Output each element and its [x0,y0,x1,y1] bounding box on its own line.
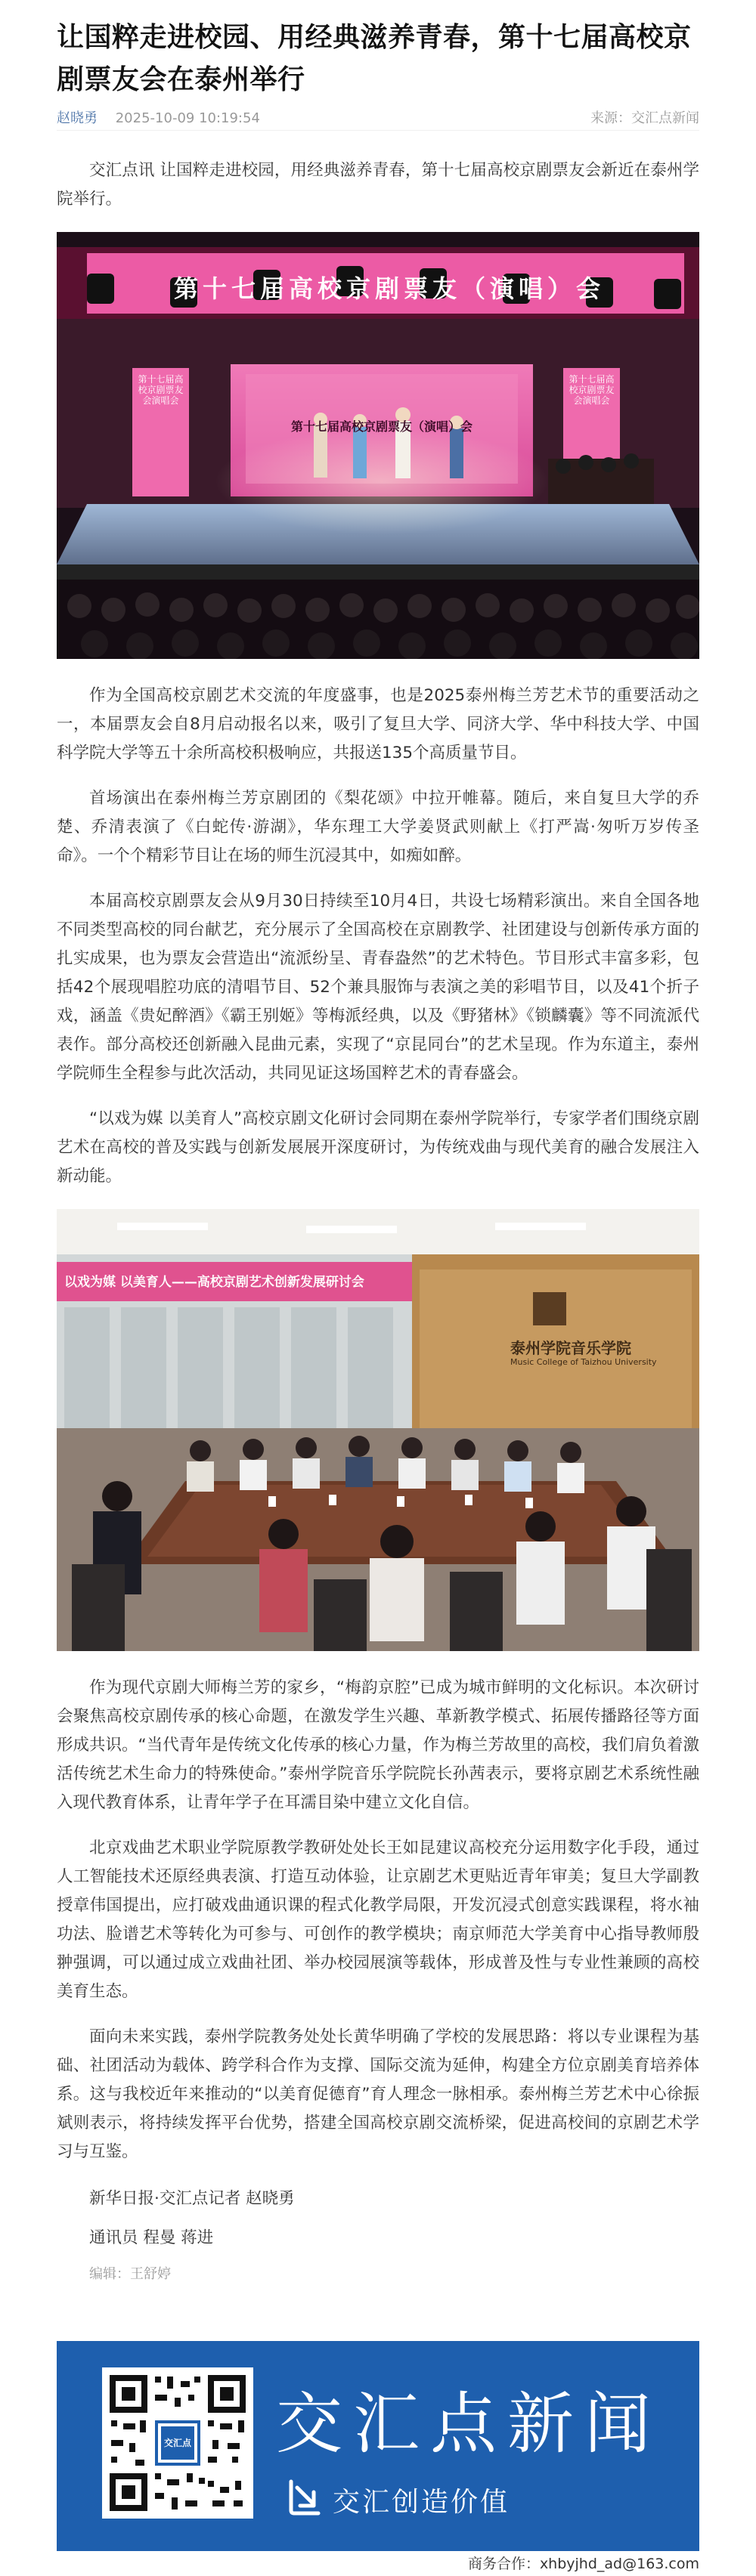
stage-performance-photo [57,232,699,659]
stage-side-left-text: 第十七届高校京剧票友会演唱会 [138,374,184,406]
qr-code-icon [102,2367,253,2519]
brand-banner[interactable] [57,2341,699,2551]
wall-name-cn: 泰州学院音乐学院 [510,1339,631,1357]
article-source: 来源：交汇点新闻 [590,110,699,126]
paragraph: 本届高校京剧票友会从9月30日持续至10月4日，共设七场精彩演出。来自全国各地不同类型高校的同台献艺，充分展示了全国高校在京剧教学、社团建设与创新传承方面的扎实成果，也为票友会营造出“流派纷呈、青春盎然”的艺术特色。节目形式丰富多彩，包括42个展现唱腔功底的清唱节目、52个兼具服饰与表演之美的彩唱节目，以及41个折子戏，涵盖《贵妃醉酒》《霸王别姬》等梅派经典，以及《野猪林》《锁麟囊》等不同流派代表作。部分高校还创新融入昆曲元素，实现了“京昆同台”的艺术呈现。作为东道主，泰州学院师生全程参与此次活动，共同见证这场国粹艺术的青春盛会。 [57,892,699,1083]
business-contact[interactable]: 商务合作：xhbyjhd_ad@163.com [467,2556,699,2572]
publish-datetime: 2025-10-09 10:19:54 [115,110,260,126]
wall-name-en: Music College of Taizhou University [510,1357,657,1367]
editor-credit: 编辑：王舒婷 [89,2266,171,2282]
reporter-signature: 新华日报·交汇点记者 赵晓勇 [89,2189,295,2208]
article-meta [57,107,699,131]
article-content [57,0,699,2283]
stage-top-banner-text: 第十七届高校京剧票友（演唱）会 [173,274,605,303]
paragraph: 作为现代京剧大师梅兰芳的家乡，“梅韵京腔”已成为城市鲜明的文化标识。本次研讨会聚焦高校京剧传承的核心命题，在激发学生兴趣、革新教学模式、拓展传播路径等方面形成共识。“当代青年是传统文化传承的核心力量，作为梅兰芳故里的高校，我们肩负着激活传统艺术生命力的特殊使命。”泰州学院音乐学院院长孙茜表示，要将京剧艺术系统性融入现代教育体系，让青年学子在耳濡目染中建立文化自信。 [57,1678,699,1812]
paragraph: 交汇点讯 让国粹走进校园，用经典滋养青春，第十七届高校京剧票友会新近在泰州学院举行。 [57,161,699,209]
correspondent-signature: 通讯员 程曼 蒋进 [89,2228,214,2247]
paragraph: 北京戏曲艺术职业学院原教学教研处处长王如昆建议高校充分运用数字化手段，通过人工智能技术还原经典表演、打造互动体验，让京剧艺术更贴近青年审美；复旦大学副教授章伟国提出，应打破戏曲通识课的程式化教学局限，开发沉浸式创意实践课程，将水袖功法、脸谱艺术等转化为可参与、可创作的教学模块；南京师范大学美育中心指导教师殷翀强调，可以通过成立戏曲社团、举办校园展演等载体，形成普及性与专业性兼顾的高校美育生态。 [57,1838,699,2001]
stage-side-right-text: 第十七届高校京剧票友会演唱会 [569,374,615,406]
stage-screen-text: 第十七届高校京剧票友（演唱）会 [290,419,472,434]
seminar-photo [57,1209,699,1651]
brand-name: 交汇点新闻 [276,2385,662,2463]
qr-center-label: 交汇点 [163,2438,191,2448]
article-title: 让国粹走进校园、用经典滋养青春，第十七届高校京剧票友会在泰州举行 [57,22,692,95]
paragraph: 作为全国高校京剧艺术交流的年度盛事，也是2025泰州梅兰芳艺术节的重要活动之一，本届票友会自8月启动报名以来，吸引了复旦大学、同济大学、华中科技大学、中国科学院大学等五十余所高校积极响应，共报送135个高质量节目。 [57,686,699,762]
link-arrow-icon [284,2475,326,2518]
seminar-banner-text: 以戏为媒 以美育人——高校京剧艺术创新发展研讨会 [64,1275,364,1290]
brand-slogan: 交汇创造价值 [333,2487,510,2518]
paragraph: 首场演出在泰州梅兰芳京剧团的《梨花颂》中拉开帷幕。随后，来自复旦大学的乔楚、乔清表演了《白蛇传·游湖》，华东理工大学姜贤武则献上《打严嵩·匆听万岁传圣命》。一个个精彩节目让在场的师生沉浸其中，如痴如醉。 [57,789,699,865]
paragraph: “以戏为媒 以美育人”高校京剧文化研讨会同期在泰州学院举行，专家学者们围绕京剧艺术在高校的普及实践与创新发展展开深度研讨，为传统戏曲与现代美育的融合发展注入新动能。 [57,1109,699,1186]
paragraph: 面向未来实践，泰州学院教务处处长黄华明确了学校的发展思路：将以专业课程为基础、社团活动为载体、跨学科合作为支撑、国际交流为延伸，构建全方位京剧美育培养体系。这与我校近年来推动的“以美育促德育”育人理念一脉相承。泰州梅兰芳艺术中心徐振斌则表示，将持续发挥平台优势，搭建全国高校京剧交流桥梁，促进高校间的京剧艺术学习与互鉴。 [57,2027,699,2161]
author-link[interactable]: 赵晓勇 [57,110,98,126]
